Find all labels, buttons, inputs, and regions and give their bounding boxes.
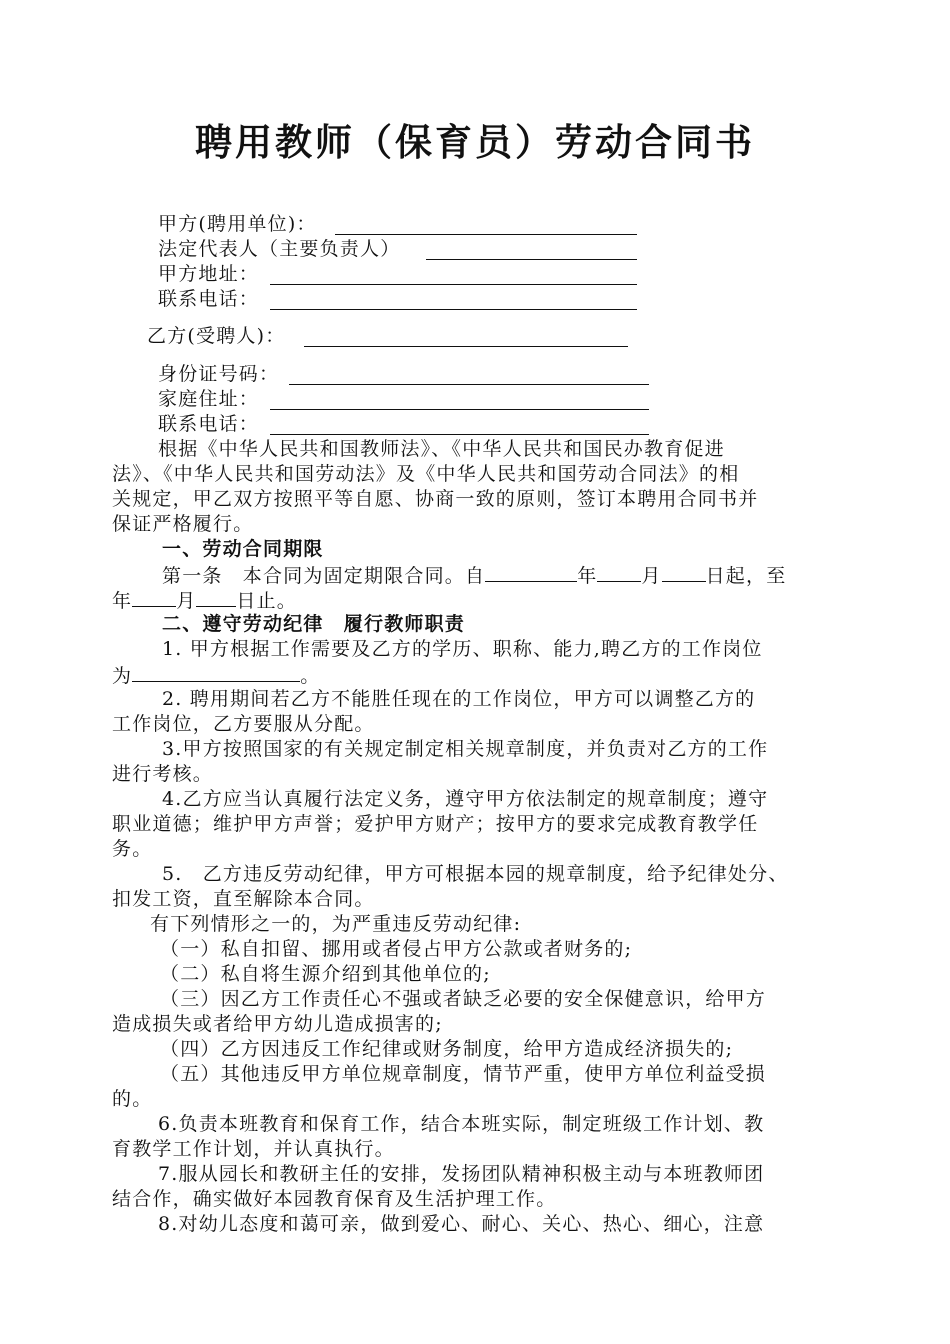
- start-year-blank[interactable]: [485, 561, 577, 582]
- party-b-phone-blank[interactable]: [270, 434, 649, 435]
- serious-violation-5-line-1: （五）其他违反甲方单位规章制度，情节严重，使甲方单位利益受损: [160, 1063, 767, 1085]
- item-4-line-1: 4.乙方应当认真履行法定义务，遵守甲方依法制定的规章制度；遵守: [162, 788, 769, 810]
- item-4-line-3: 务。: [112, 838, 153, 860]
- party-a-phone-blank[interactable]: [270, 309, 637, 310]
- party-b-phone-label: 联系电话：: [158, 413, 260, 435]
- party-b-home-blank[interactable]: [270, 409, 649, 410]
- party-a-legal-rep-label: 法定代表人（主要负责人）: [158, 238, 401, 260]
- party-b-id-label: 身份证号码：: [158, 363, 280, 385]
- item-3-line-1: 3.甲方按照国家的有关规定制定相关规章制度，并负责对乙方的工作: [162, 738, 769, 760]
- end-month-blank[interactable]: [132, 586, 176, 607]
- party-a-unit-blank[interactable]: [335, 234, 637, 235]
- article-1-line-2: [112, 586, 297, 614]
- preamble-line-3: 关规定，甲乙双方按照平等自愿、协商一致的原则，签订本聘用合同书并: [112, 488, 759, 510]
- party-b-name-blank[interactable]: [304, 346, 628, 347]
- item-1-end: 。: [300, 665, 321, 687]
- party-b-home-label: 家庭住址：: [158, 388, 260, 410]
- serious-violation-1: （一）私自扣留、挪用或者侵占甲方公款或者财务的;: [160, 938, 633, 960]
- item-3-line-2: 进行考核。: [112, 763, 214, 785]
- party-a-address-blank[interactable]: [270, 284, 637, 285]
- preamble-line-2: 法》、《中华人民共和国劳动法》及《中华人民共和国劳动合同法》的相: [112, 463, 740, 485]
- party-a-address-label: 甲方地址：: [158, 263, 260, 285]
- item-7-line-2: 结合作，确实做好本园教育保育及生活护理工作。: [112, 1188, 557, 1210]
- serious-violation-4: （四）乙方因违反工作纪律或财务制度，给甲方造成经济损失的;: [160, 1038, 734, 1060]
- serious-violation-3-line-1: （三）因乙方工作责任心不强或者缺乏必要的安全保健意识，给甲方: [160, 988, 767, 1010]
- serious-violation-5-line-2: 的。: [112, 1088, 153, 1110]
- party-b-id-blank[interactable]: [289, 384, 649, 385]
- end-day-blank[interactable]: [196, 586, 236, 607]
- start-month-label: 月: [641, 565, 662, 587]
- item-7-line-1: 7.服从园长和教研主任的安排，发扬团队精神积极主动与本班教师团: [158, 1163, 765, 1185]
- start-year-label: 年: [577, 565, 598, 587]
- preamble-line-1: 根据《中华人民共和国教师法》、《中华人民共和国民办教育促进: [158, 438, 725, 460]
- preamble-line-4: 保证严格履行。: [112, 513, 254, 535]
- party-a-unit-label: 甲方(聘用单位)：: [158, 213, 317, 235]
- end-month-label: 月: [176, 590, 197, 612]
- start-month-blank[interactable]: [597, 561, 641, 582]
- item-5-line-2: 扣发工资，直至解除本合同。: [112, 888, 375, 910]
- item-1-prefix: 为: [112, 665, 133, 687]
- item-6-line-1: 6.负责本班教育和保育工作，结合本班实际，制定班级工作计划、教: [158, 1113, 765, 1135]
- start-day-label: 日起，至: [705, 565, 787, 587]
- serious-violation-3-line-2: 造成损失或者给甲方幼儿造成损害的;: [112, 1013, 443, 1035]
- job-position-blank[interactable]: [132, 661, 300, 682]
- item-4-line-2: 职业道德；维护甲方声誉；爱护甲方财产；按甲方的要求完成教育教学任: [112, 813, 759, 835]
- start-day-blank[interactable]: [662, 561, 706, 582]
- section-2-heading: 二、遵守劳动纪律 履行教师职责: [162, 613, 466, 635]
- item-2-line-2: 工作岗位，乙方要服从分配。: [112, 713, 375, 735]
- item-6-line-2: 育教学工作计划，并认真执行。: [112, 1138, 395, 1160]
- section-1-heading: 一、劳动合同期限: [162, 538, 324, 560]
- article-1-intro: 第一条 本合同为固定期限合同。自: [162, 565, 486, 587]
- item-2-line-1: 2. 聘用期间若乙方不能胜任现在的工作岗位，甲方可以调整乙方的: [162, 688, 756, 710]
- serious-violation-intro: 有下列情形之一的，为严重违反劳动纪律:: [150, 913, 522, 935]
- item-5-line-1: 5. 乙方违反劳动纪律，甲方可根据本园的规章制度，给予纪律处分、: [162, 863, 789, 885]
- party-a-phone-label: 联系电话：: [158, 288, 260, 310]
- document-title: 聘用教师（保育员）劳动合同书: [195, 121, 755, 164]
- serious-violation-2: （二）私自将生源介绍到其他单位的;: [160, 963, 491, 985]
- article-1-line-1: [162, 561, 786, 589]
- end-day-label: 日止。: [236, 590, 298, 612]
- item-1-line-1: 1. 甲方根据工作需要及乙方的学历、职称、能力,聘乙方的工作岗位: [162, 638, 763, 660]
- end-year-label: 年: [112, 590, 133, 612]
- item-8-line-1: 8.对幼儿态度和蔼可亲，做到爱心、耐心、关心、热心、细心，注意: [158, 1213, 765, 1235]
- party-a-legal-rep-blank[interactable]: [426, 259, 637, 260]
- party-b-name-label: 乙方(受聘人)：: [147, 325, 286, 347]
- item-1-line-2: [112, 661, 320, 689]
